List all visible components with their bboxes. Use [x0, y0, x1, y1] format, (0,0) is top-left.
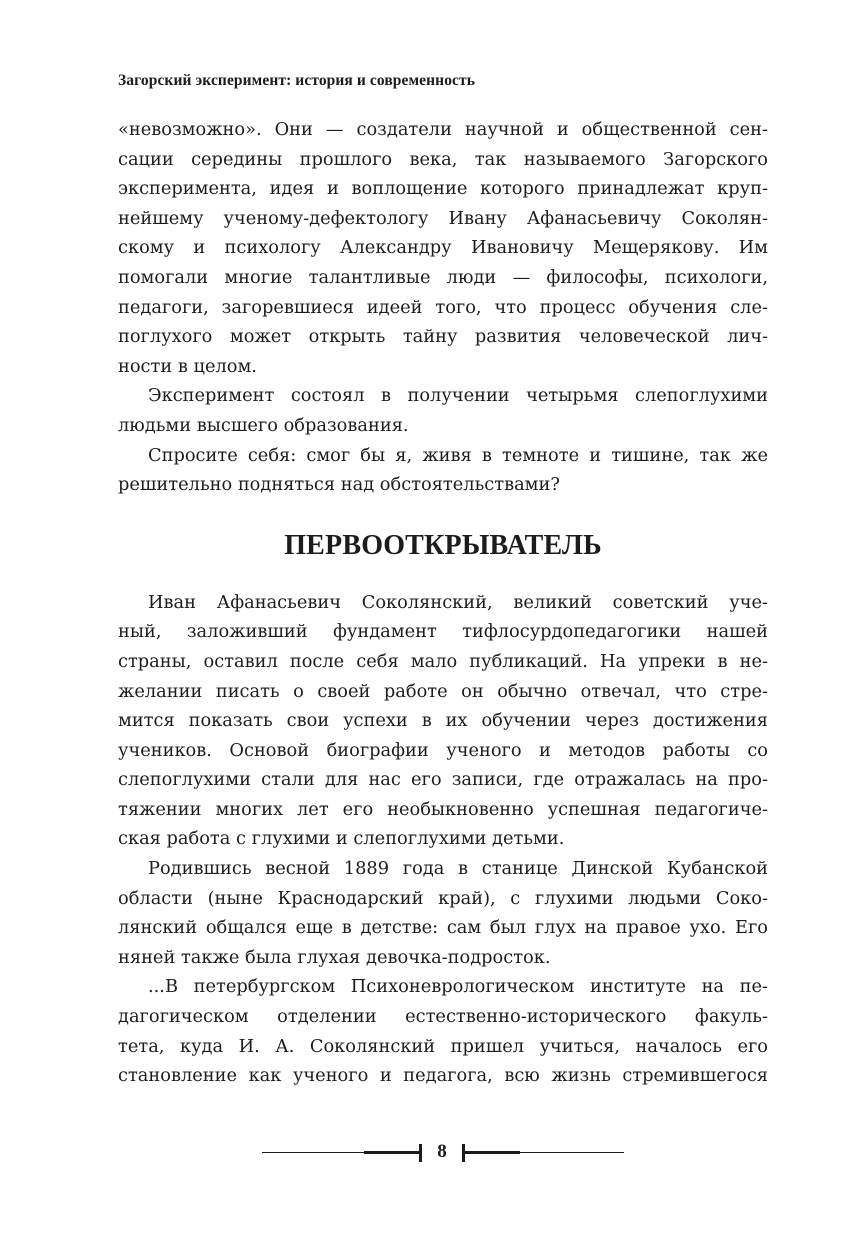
page-body — [118, 115, 768, 1091]
page-number: 8 — [437, 1141, 447, 1162]
text-line: поглухого может открыть тайну развития человеческой лич- — [118, 326, 768, 348]
text-line: дагогическом отделении естественно-исторического факуль- — [118, 1006, 768, 1028]
text-line: желании писать о своей работе он обычно отвечал, что стре- — [118, 680, 768, 702]
text-line: людьми высшего образования. — [118, 414, 409, 436]
text-line: «невозможно». Они — создатели научной и общественной сен- — [118, 119, 768, 140]
text-line: тета, куда И. А. Соколянский пришел учиться, началось его — [118, 1035, 768, 1057]
page-footer — [0, 1138, 844, 1168]
text-line: области (ныне Краснодарский край), с глухими людьми Соко- — [118, 887, 768, 909]
text-line: становление как ученого и педагога, всю жизнь стремившегося — [118, 1065, 768, 1087]
text-line: Спросите себя: смог бы я, живя в темноте и тишине, так же — [148, 444, 768, 466]
text-line: Иван Афанасьевич Соколянский, великий советский уче- — [148, 591, 768, 613]
text-line: лянский общался еще в детстве: сам был глух на правое ухо. Его — [118, 917, 768, 939]
text-line: Родившись весной 1889 года в станице Динской Кубанской — [148, 858, 768, 880]
paragraph — [118, 854, 768, 972]
text-line: скому и психологу Александру Ивановичу Мещерякову. Им — [118, 237, 768, 259]
text-line: ный, заложивший фундамент тифлосурдопедагогики нашей — [118, 621, 768, 643]
section-heading: ПЕРВООТКРЫВАТЕЛЬ — [284, 529, 602, 561]
text-line: ...В петербургском Психоневрологическом институте на пе- — [148, 976, 768, 998]
text-line: сации середины прошлого века, так называемого Загорского — [118, 148, 768, 170]
text-line: эксперимента, идея и воплощение которого принадлежат круп- — [118, 178, 768, 200]
paragraph — [118, 381, 768, 440]
text-line: нейшему ученому-дефектологу Ивану Афанасьевичу Соколян- — [118, 207, 768, 229]
text-line: ности в целом. — [118, 355, 257, 377]
text-line: Эксперимент состоял в получении четырьмя слепоглухими — [148, 385, 768, 407]
paragraph — [118, 588, 768, 854]
text-line: страны, оставил после себя мало публикаций. На упреки в не- — [118, 650, 768, 672]
text-line: мится показать свои успехи в их обучении через достижения — [118, 710, 768, 732]
paragraph — [118, 441, 768, 500]
running-header: Загорский эксперимент: история и современность — [118, 72, 476, 89]
paragraph — [118, 972, 768, 1090]
text-line: педагоги, загоревшиеся идеей того, что процесс обучения сле- — [118, 296, 768, 318]
text-line: слепоглухими стали для нас его записи, где отражалась на про- — [118, 769, 768, 791]
text-line: учеников. Основой биографии ученого и методов работы со — [118, 739, 768, 761]
text-line: решительно подняться над обстоятельствами? — [118, 474, 560, 496]
paragraph — [118, 115, 768, 381]
text-line: помогали многие талантливые люди — философы, психологи, — [118, 266, 768, 288]
text-line: тяжении многих лет его необыкновенно успешная педагогиче- — [118, 798, 768, 820]
footer-rule-left — [262, 1144, 422, 1162]
footer-rule-right — [462, 1144, 624, 1162]
text-line: няней также была глухая девочка-подросток. — [118, 946, 551, 968]
text-line: ская работа с глухими и слепоглухими детьми. — [118, 828, 565, 850]
